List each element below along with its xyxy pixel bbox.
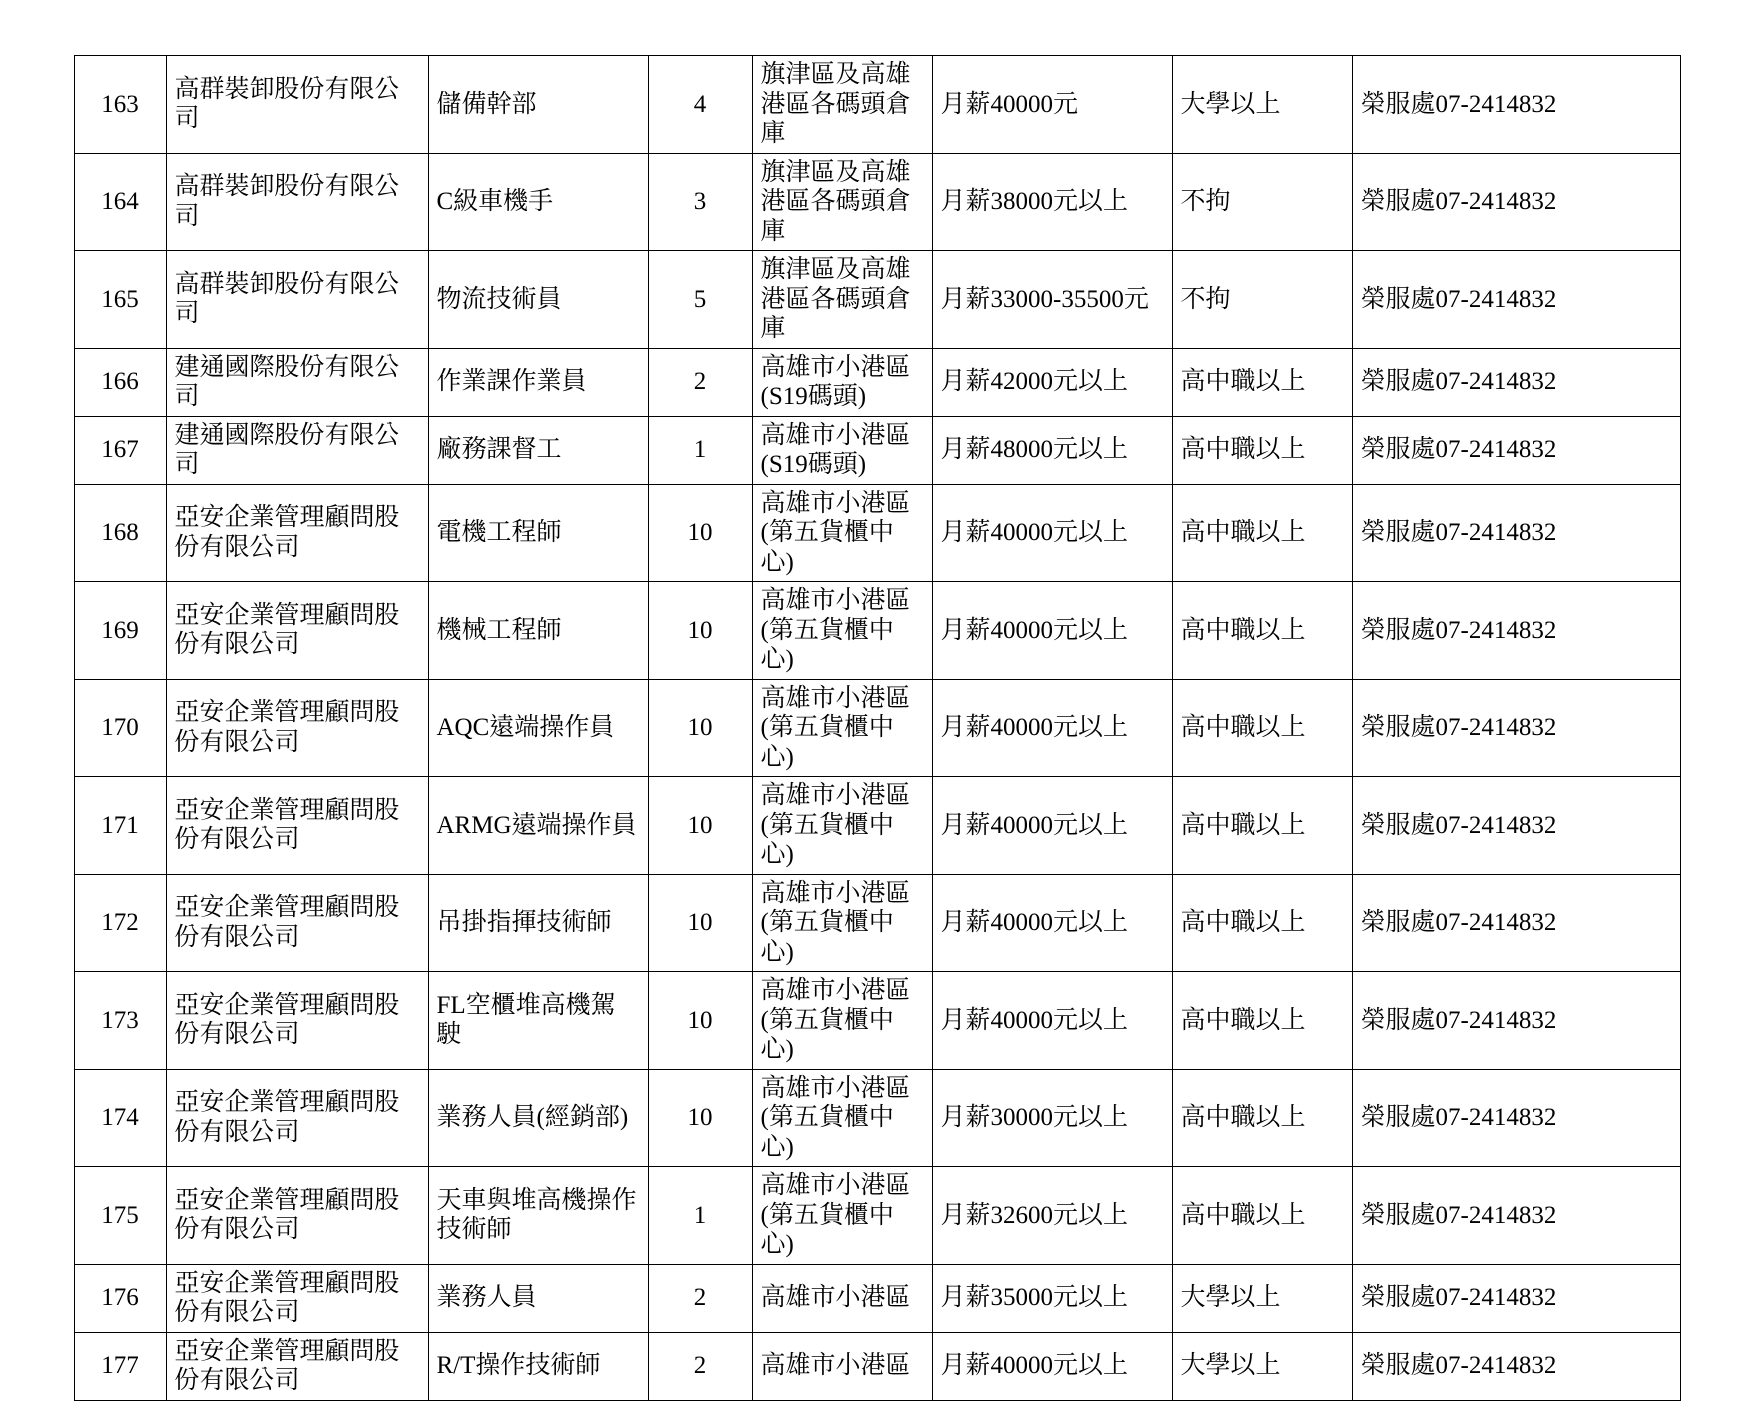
cell-company: 亞安企業管理顧問股份有限公司 <box>166 1167 428 1265</box>
cell-location: 高雄市小港區(第五貨櫃中心) <box>752 484 932 582</box>
cell-number: 171 <box>74 777 166 875</box>
cell-salary: 月薪48000元以上 <box>932 416 1172 484</box>
table-row <box>74 153 1680 251</box>
cell-salary: 月薪38000元以上 <box>932 153 1172 251</box>
cell-contact: 榮服處07-2414832 <box>1352 251 1680 349</box>
table-row <box>74 1264 1680 1332</box>
cell-count: 10 <box>648 972 752 1070</box>
cell-contact: 榮服處07-2414832 <box>1352 1264 1680 1332</box>
table-row <box>74 1167 1680 1265</box>
cell-contact: 榮服處07-2414832 <box>1352 1069 1680 1167</box>
cell-salary: 月薪40000元以上 <box>932 777 1172 875</box>
cell-company: 亞安企業管理顧問股份有限公司 <box>166 1069 428 1167</box>
cell-education: 高中職以上 <box>1172 582 1352 680</box>
cell-company: 亞安企業管理顧問股份有限公司 <box>166 582 428 680</box>
cell-count: 5 <box>648 251 752 349</box>
cell-job-title: 廠務課督工 <box>428 416 648 484</box>
cell-number: 177 <box>74 1332 166 1400</box>
cell-job-title: 業務人員 <box>428 1264 648 1332</box>
cell-contact: 榮服處07-2414832 <box>1352 679 1680 777</box>
cell-education: 不拘 <box>1172 153 1352 251</box>
cell-location: 旗津區及高雄港區各碼頭倉庫 <box>752 56 932 154</box>
cell-company: 亞安企業管理顧問股份有限公司 <box>166 874 428 972</box>
cell-count: 10 <box>648 1069 752 1167</box>
cell-education: 大學以上 <box>1172 1332 1352 1400</box>
cell-location: 高雄市小港區(第五貨櫃中心) <box>752 777 932 875</box>
cell-count: 3 <box>648 153 752 251</box>
cell-location: 高雄市小港區(第五貨櫃中心) <box>752 582 932 680</box>
table-row <box>74 348 1680 416</box>
cell-number: 176 <box>74 1264 166 1332</box>
table-body <box>74 56 1680 1401</box>
cell-salary: 月薪30000元以上 <box>932 1069 1172 1167</box>
cell-salary: 月薪40000元以上 <box>932 679 1172 777</box>
cell-number: 175 <box>74 1167 166 1265</box>
cell-contact: 榮服處07-2414832 <box>1352 1167 1680 1265</box>
cell-job-title: 吊掛指揮技術師 <box>428 874 648 972</box>
cell-education: 大學以上 <box>1172 1264 1352 1332</box>
cell-location: 高雄市小港區(第五貨櫃中心) <box>752 1069 932 1167</box>
cell-job-title: C級車機手 <box>428 153 648 251</box>
cell-job-title: AQC遠端操作員 <box>428 679 648 777</box>
cell-count: 10 <box>648 484 752 582</box>
cell-contact: 榮服處07-2414832 <box>1352 484 1680 582</box>
cell-salary: 月薪35000元以上 <box>932 1264 1172 1332</box>
cell-number: 170 <box>74 679 166 777</box>
cell-location: 高雄市小港區(S19碼頭) <box>752 416 932 484</box>
cell-job-title: 作業課作業員 <box>428 348 648 416</box>
cell-education: 高中職以上 <box>1172 348 1352 416</box>
cell-number: 169 <box>74 582 166 680</box>
table-row <box>74 777 1680 875</box>
cell-number: 167 <box>74 416 166 484</box>
cell-location: 旗津區及高雄港區各碼頭倉庫 <box>752 153 932 251</box>
cell-count: 10 <box>648 874 752 972</box>
table-row <box>74 484 1680 582</box>
cell-education: 高中職以上 <box>1172 484 1352 582</box>
cell-company: 高群裝卸股份有限公司 <box>166 56 428 154</box>
cell-education: 高中職以上 <box>1172 416 1352 484</box>
table-row <box>74 874 1680 972</box>
cell-salary: 月薪40000元以上 <box>932 1332 1172 1400</box>
cell-contact: 榮服處07-2414832 <box>1352 582 1680 680</box>
cell-contact: 榮服處07-2414832 <box>1352 777 1680 875</box>
cell-salary: 月薪40000元 <box>932 56 1172 154</box>
cell-education: 高中職以上 <box>1172 679 1352 777</box>
cell-count: 2 <box>648 1332 752 1400</box>
table-row <box>74 56 1680 154</box>
cell-job-title: ARMG遠端操作員 <box>428 777 648 875</box>
cell-company: 亞安企業管理顧問股份有限公司 <box>166 972 428 1070</box>
cell-salary: 月薪33000-35500元 <box>932 251 1172 349</box>
table-row <box>74 1069 1680 1167</box>
cell-number: 163 <box>74 56 166 154</box>
cell-job-title: 電機工程師 <box>428 484 648 582</box>
cell-education: 高中職以上 <box>1172 874 1352 972</box>
cell-education: 高中職以上 <box>1172 1069 1352 1167</box>
table-row <box>74 582 1680 680</box>
cell-location: 高雄市小港區(第五貨櫃中心) <box>752 1167 932 1265</box>
cell-salary: 月薪42000元以上 <box>932 348 1172 416</box>
cell-job-title: 物流技術員 <box>428 251 648 349</box>
cell-salary: 月薪40000元以上 <box>932 972 1172 1070</box>
cell-location: 旗津區及高雄港區各碼頭倉庫 <box>752 251 932 349</box>
cell-count: 4 <box>648 56 752 154</box>
cell-count: 10 <box>648 679 752 777</box>
cell-education: 高中職以上 <box>1172 972 1352 1070</box>
cell-job-title: 天車與堆高機操作技術師 <box>428 1167 648 1265</box>
cell-company: 建通國際股份有限公司 <box>166 416 428 484</box>
cell-number: 168 <box>74 484 166 582</box>
table-row <box>74 679 1680 777</box>
table-row <box>74 416 1680 484</box>
cell-salary: 月薪40000元以上 <box>932 582 1172 680</box>
cell-location: 高雄市小港區(S19碼頭) <box>752 348 932 416</box>
cell-job-title: 業務人員(經銷部) <box>428 1069 648 1167</box>
job-listing-table <box>74 55 1681 1401</box>
cell-location: 高雄市小港區(第五貨櫃中心) <box>752 679 932 777</box>
cell-company: 亞安企業管理顧問股份有限公司 <box>166 484 428 582</box>
cell-location: 高雄市小港區 <box>752 1264 932 1332</box>
cell-number: 164 <box>74 153 166 251</box>
cell-salary: 月薪32600元以上 <box>932 1167 1172 1265</box>
cell-contact: 榮服處07-2414832 <box>1352 874 1680 972</box>
cell-salary: 月薪40000元以上 <box>932 484 1172 582</box>
cell-job-title: 儲備幹部 <box>428 56 648 154</box>
cell-company: 亞安企業管理顧問股份有限公司 <box>166 1332 428 1400</box>
table-row <box>74 972 1680 1070</box>
cell-education: 高中職以上 <box>1172 1167 1352 1265</box>
cell-count: 10 <box>648 582 752 680</box>
cell-count: 10 <box>648 777 752 875</box>
cell-contact: 榮服處07-2414832 <box>1352 416 1680 484</box>
cell-location: 高雄市小港區(第五貨櫃中心) <box>752 874 932 972</box>
cell-company: 亞安企業管理顧問股份有限公司 <box>166 777 428 875</box>
cell-company: 高群裝卸股份有限公司 <box>166 153 428 251</box>
cell-contact: 榮服處07-2414832 <box>1352 1332 1680 1400</box>
cell-job-title: R/T操作技術師 <box>428 1332 648 1400</box>
cell-number: 166 <box>74 348 166 416</box>
table-row <box>74 251 1680 349</box>
cell-company: 建通國際股份有限公司 <box>166 348 428 416</box>
cell-job-title: 機械工程師 <box>428 582 648 680</box>
cell-count: 1 <box>648 1167 752 1265</box>
cell-location: 高雄市小港區(第五貨櫃中心) <box>752 972 932 1070</box>
cell-company: 高群裝卸股份有限公司 <box>166 251 428 349</box>
table-row <box>74 1332 1680 1400</box>
cell-number: 173 <box>74 972 166 1070</box>
cell-contact: 榮服處07-2414832 <box>1352 56 1680 154</box>
cell-count: 1 <box>648 416 752 484</box>
cell-count: 2 <box>648 1264 752 1332</box>
cell-salary: 月薪40000元以上 <box>932 874 1172 972</box>
cell-count: 2 <box>648 348 752 416</box>
cell-number: 174 <box>74 1069 166 1167</box>
cell-contact: 榮服處07-2414832 <box>1352 153 1680 251</box>
cell-education: 高中職以上 <box>1172 777 1352 875</box>
cell-job-title: FL空櫃堆高機駕駛 <box>428 972 648 1070</box>
cell-contact: 榮服處07-2414832 <box>1352 348 1680 416</box>
cell-education: 大學以上 <box>1172 56 1352 154</box>
cell-number: 172 <box>74 874 166 972</box>
cell-company: 亞安企業管理顧問股份有限公司 <box>166 1264 428 1332</box>
cell-number: 165 <box>74 251 166 349</box>
cell-education: 不拘 <box>1172 251 1352 349</box>
cell-contact: 榮服處07-2414832 <box>1352 972 1680 1070</box>
cell-location: 高雄市小港區 <box>752 1332 932 1400</box>
cell-company: 亞安企業管理顧問股份有限公司 <box>166 679 428 777</box>
